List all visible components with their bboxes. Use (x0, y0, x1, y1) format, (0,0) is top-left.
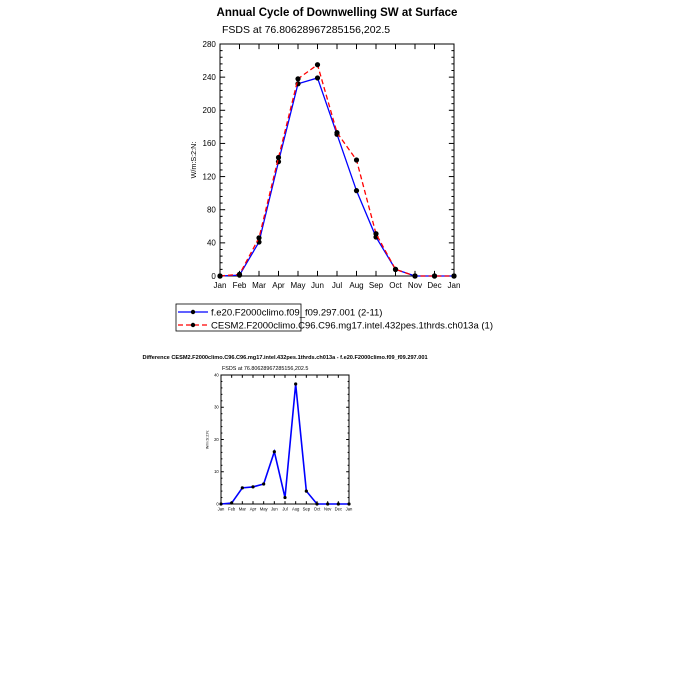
data-point (251, 485, 254, 488)
data-point (294, 382, 297, 385)
data-point (315, 62, 320, 67)
data-point (262, 482, 265, 485)
data-point (354, 188, 359, 193)
series-line-2 (220, 65, 454, 276)
legend-marker-2 (191, 323, 195, 327)
data-point (393, 267, 398, 272)
chart-subtitle: FSDS at 76.80628967285156,202.5 (222, 366, 309, 372)
x-tick-label: Jun (270, 506, 278, 512)
data-point (219, 502, 222, 505)
x-tick-label: Apr (249, 506, 257, 512)
x-tick-label: Jan (213, 281, 227, 290)
x-tick-label: Sep (302, 506, 311, 512)
y-tick-label: 120 (202, 172, 216, 182)
x-tick-label: Aug (349, 281, 364, 290)
data-point (451, 273, 456, 278)
x-tick-label: Jun (311, 281, 324, 290)
x-tick-label: Feb (232, 281, 247, 290)
x-tick-label: Mar (238, 506, 246, 512)
data-point (373, 231, 378, 236)
y-tick-label: 280 (202, 39, 216, 49)
x-tick-label: Mar (252, 281, 266, 290)
y-tick-label: 10 (214, 469, 219, 475)
x-tick-label: Aug (291, 506, 300, 512)
x-tick-label: Apr (272, 281, 285, 290)
y-tick-label: 20 (214, 436, 219, 442)
x-tick-label: Dec (334, 506, 343, 512)
y-axis-label: W/m:S:2:N: (189, 141, 198, 179)
data-point (315, 75, 320, 80)
plot-frame (221, 375, 349, 504)
chart-subtitle: FSDS at 76.80628967285156,202.5 (222, 24, 391, 36)
data-point (315, 502, 318, 505)
x-tick-label: Jan (217, 506, 225, 512)
data-point (276, 155, 281, 160)
y-axis-label: W/m:S:2:N: (205, 429, 210, 450)
legend-label-1: f.e20.F2000climo.f09_f09.297.001 (2-11) (211, 307, 383, 319)
series-line-1 (221, 384, 349, 504)
data-point (217, 273, 222, 278)
data-point (354, 157, 359, 162)
legend-label-2: CESM2.F2000climo.C96.C96.mg17.intel.432pes.1thrds.ch013a (1) (211, 320, 493, 332)
data-point (347, 502, 350, 505)
y-tick-label: 40 (214, 372, 219, 378)
y-tick-label: 30 (214, 404, 219, 410)
data-point (305, 490, 308, 493)
x-tick-label: Feb (228, 506, 236, 512)
data-point (337, 502, 340, 505)
data-point (326, 502, 329, 505)
data-point (256, 235, 261, 240)
chart-title: Difference CESM2.F2000climo.C96.C96.mg17.intel.432pes.1thrds.ch013a - f.e20.F2000climo.f09_f09.297.001 (142, 355, 428, 361)
data-point (334, 130, 339, 135)
data-point (273, 450, 276, 453)
y-tick-label: 40 (206, 238, 216, 248)
x-tick-label: May (290, 281, 306, 290)
data-point (237, 272, 242, 277)
x-tick-label: Jul (282, 506, 288, 512)
y-tick-label: 0 (211, 271, 216, 281)
y-tick-label: 200 (202, 106, 216, 116)
y-tick-label: 0 (216, 501, 219, 507)
y-tick-label: 80 (206, 205, 216, 215)
x-tick-label: Dec (427, 281, 442, 290)
y-tick-label: 160 (202, 139, 216, 149)
y-tick-label: 240 (202, 72, 216, 82)
data-point (230, 501, 233, 504)
plot-frame (220, 44, 454, 276)
x-tick-label: May (259, 506, 268, 512)
x-tick-label: Sep (368, 281, 384, 290)
data-point (283, 496, 286, 499)
data-point (295, 76, 300, 81)
x-tick-label: Nov (323, 506, 332, 512)
data-point (432, 273, 437, 278)
data-point (241, 486, 244, 489)
x-tick-label: Jul (331, 281, 343, 290)
x-tick-label: Nov (407, 281, 423, 290)
x-tick-label: Oct (389, 281, 402, 290)
x-tick-label: Jan (345, 506, 353, 512)
x-tick-label: Oct (313, 506, 321, 512)
data-point (412, 273, 417, 278)
x-tick-label: Jan (447, 281, 461, 290)
legend-marker-1 (191, 310, 195, 314)
chart-title: Annual Cycle of Downwelling SW at Surface (216, 7, 458, 19)
